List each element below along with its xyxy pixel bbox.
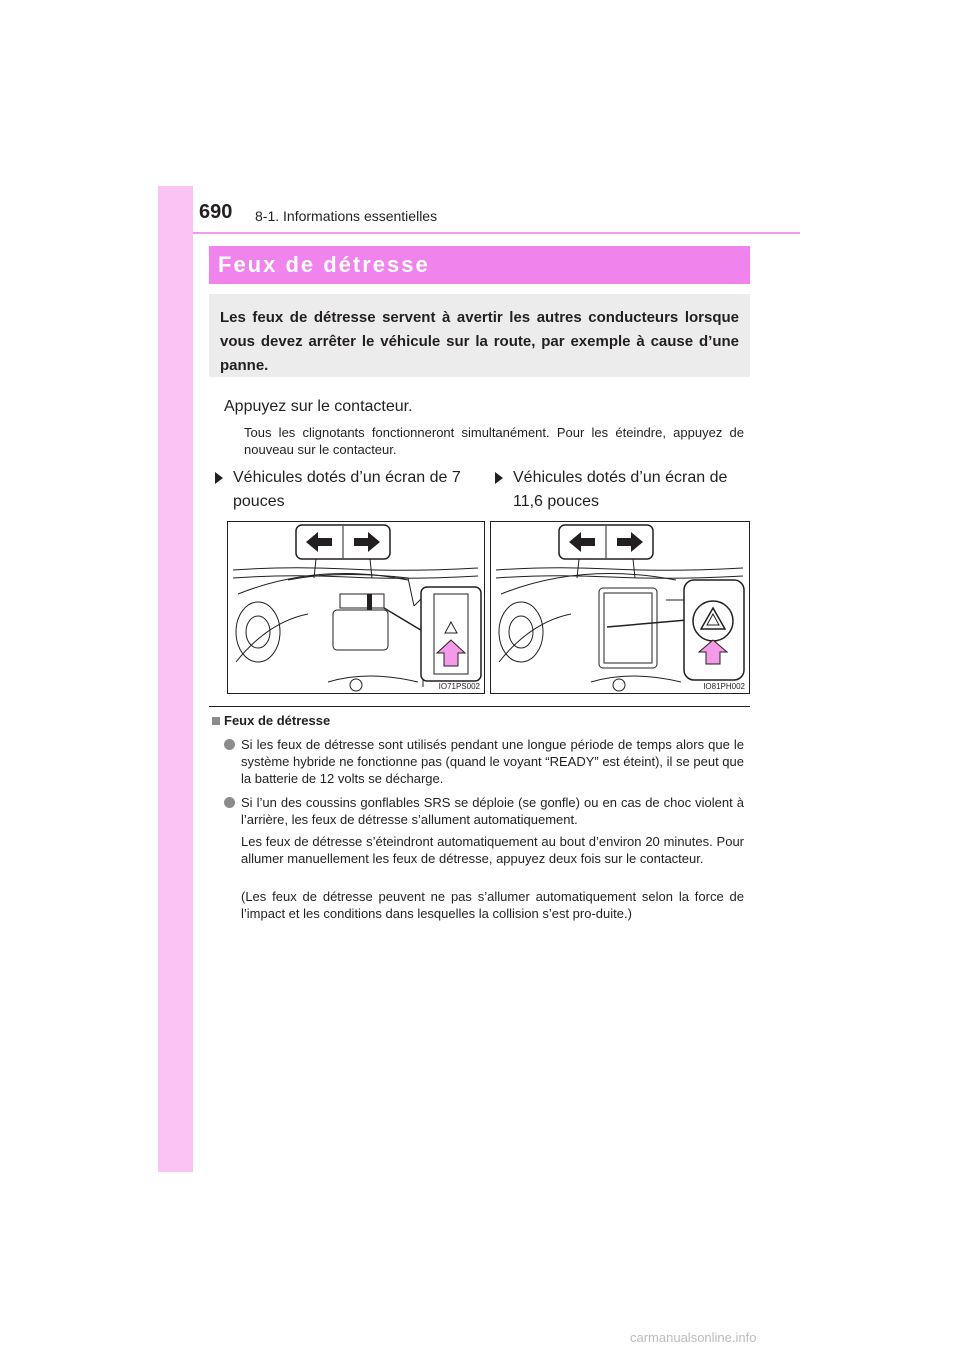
notes-heading	[212, 713, 330, 728]
instruction-text: Appuyez sur le contacteur.	[224, 398, 413, 415]
square-bullet-icon	[212, 717, 220, 725]
title-bar	[209, 246, 750, 284]
variant-label-7in	[215, 466, 470, 514]
note-paragraph: (Les feux de détresse peuvent ne pas s’allumer automatiquement selon la force de l’impact et les conditions dans lesquelles la collision s’est pro-duite.)	[241, 889, 744, 921]
instruction-note: Tous les clignotants fonctionneront simultanément. Pour les éteindre, appuyez de nouveau sur le contacteur.	[244, 425, 744, 457]
round-bullet-icon	[224, 739, 235, 750]
header-divider	[193, 232, 800, 234]
variant-text: Véhicules dotés d’un écran de 7 pouces	[233, 469, 461, 510]
dashboard-illustration	[491, 522, 749, 693]
notes-heading-text: Feux de détresse	[224, 713, 331, 728]
section-label: 8-1. Informations essentielles	[255, 208, 438, 224]
page-title: Feux de détresse	[218, 252, 430, 277]
figure-dashboard-7in	[227, 521, 485, 694]
note-bullet-text: Si l’un des coussins gonflables SRS se déploie (se gonfle) ou en cas de choc violent à l’arrière, les feux de détresse s’allument automatiquement.	[241, 795, 744, 827]
note-paragraph: Les feux de détresse s’éteindront automatiquement au bout d’environ 20 minutes. Pour allumer manuellement les feux de détresse, appuyez deux fois sur le contacteur.	[241, 834, 744, 866]
watermark: carmanualsonline.info	[630, 1330, 757, 1345]
figure-dashboard-11in	[490, 521, 750, 694]
page-number: 690	[199, 201, 233, 223]
section-divider	[209, 706, 750, 707]
variant-label-11in	[495, 466, 750, 514]
dashboard-illustration	[228, 522, 484, 693]
note-bullet	[224, 736, 744, 787]
figure-code: IO81PH002	[703, 682, 745, 691]
side-tab-strip	[158, 186, 193, 1172]
round-bullet-icon	[224, 797, 235, 808]
triangle-bullet-icon	[495, 472, 503, 484]
intro-text: Les feux de détresse servent à avertir les autres conducteurs lorsque vous devez arrêter le véhicule sur la route, par exemple à cause d’une panne.	[220, 309, 739, 374]
note-bullet-text: Si les feux de détresse sont utilisés pendant une longue période de temps alors que le système hybride ne fonctionne pas (quand le voyant “READY” est éteint), il se peut que la batterie de 12 volts se décharge.	[241, 737, 744, 786]
intro-box	[209, 294, 750, 377]
triangle-bullet-icon	[215, 472, 223, 484]
figure-code: IO71PS002	[438, 682, 480, 691]
note-bullet	[224, 794, 744, 828]
variant-text: Véhicules dotés d’un écran de 11,6 pouces	[513, 469, 728, 510]
